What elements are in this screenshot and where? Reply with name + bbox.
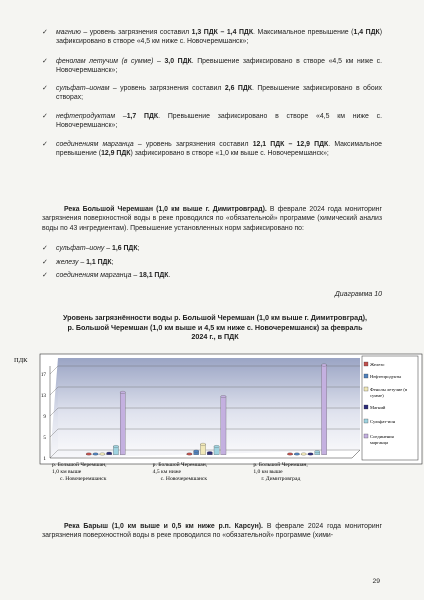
bullet-term: нефтепродуктам [56, 113, 116, 120]
bar-2-0 [287, 453, 292, 455]
bullet-text: – [153, 58, 165, 65]
bullet-item [56, 258, 382, 267]
bullet-text: – уровень загрязнения составил [133, 141, 253, 148]
legend-swatch [364, 419, 368, 423]
category-label: 4,5 км ниже [152, 469, 181, 475]
bullet-term: сульфат–иону [56, 245, 105, 252]
bar-2-5 [321, 364, 326, 455]
bar-0-0 [86, 453, 91, 455]
legend-entry: Магний [370, 405, 386, 410]
bullet-term: фенолам летучим (в сумме) [56, 58, 154, 65]
bar-0-1 [93, 453, 98, 455]
legend-entry: сумме) [370, 393, 384, 399]
bullet-value: 18,1 ПДК [139, 272, 169, 279]
bar-0-3 [107, 452, 112, 455]
bullet-dash: – [78, 258, 87, 266]
bullet-value: 2,6 ПДК [224, 85, 252, 92]
bullet-value: 3,0 ПДК [164, 58, 192, 65]
bullet-item [56, 84, 382, 103]
bullet-text: . Максимальное превышение ( [56, 141, 382, 158]
y-tick-label: 5 [43, 435, 46, 441]
bullet-item [56, 244, 382, 253]
category-label: 1,0 км выше [253, 469, 283, 475]
category-label: р. Большой Черемшан, [253, 462, 308, 468]
check-icon: ✓ [42, 272, 48, 279]
paragraph-heading: Река Большой Черемшан (1,0 км выше г. Димитровград). [64, 206, 267, 213]
bullet-text: . Превышение зафиксировано в обоих створах; [56, 85, 382, 102]
legend-entry: Соединения [370, 434, 394, 439]
check-icon: ✓ [42, 85, 48, 92]
bullet-item [56, 112, 382, 131]
chart-title: Уровень загрязнённости воды р. Большой Черемшан (1,0 км выше г. Димитровград), р. Большой Черемшан (1,0 км выше и 4,5 км ниже с. Новочеремшанск) за февраль 2024 г., в ПДК [62, 313, 368, 342]
bullet-value: 12,9 ПДК [101, 150, 131, 158]
category-label: р. Большой Черемшан, [52, 462, 107, 468]
diagram-label: Диаграмма 10 [334, 291, 382, 298]
paragraph-barysh [42, 522, 382, 541]
legend-swatch [364, 405, 368, 409]
y-tick-label: 13 [40, 393, 46, 399]
category-label: г. Димитровград [261, 476, 301, 482]
bar-1-2 [200, 443, 205, 455]
legend-entry: марганца [370, 440, 389, 446]
legend-entry: Сульфат-ион [370, 419, 396, 424]
bullet-dash: – [104, 245, 112, 252]
check-icon: ✓ [42, 258, 48, 266]
y-tick-label: 17 [40, 372, 46, 378]
category-label: с. Новочеремшанск [160, 476, 208, 482]
y-tick-label: 1 [43, 456, 46, 462]
check-icon: ✓ [42, 141, 48, 148]
bullet-item [56, 28, 382, 47]
check-icon: ✓ [42, 245, 48, 252]
bullet-text: . Превышение зафиксировано в створе «4,5 км ниже с. Новочеремшанск»; [56, 113, 382, 130]
bullet-end: ; [111, 258, 114, 266]
bar-1-1 [194, 450, 199, 455]
bullet-text: ) зафиксировано в створе «4,5 км ниже с. Новочеремшанск»; [56, 29, 382, 46]
category-label: 1,0 км выше [52, 469, 82, 475]
check-icon: ✓ [42, 29, 48, 36]
bar-0-4 [113, 445, 118, 455]
bar-1-4 [214, 445, 219, 455]
legend-entry: Нефтепродукты [370, 374, 402, 379]
bar-1-5 [221, 395, 226, 454]
bullet-term: соединениям марганца [56, 272, 132, 279]
legend-entry: Фенолы летучие (в [370, 387, 408, 392]
bar-chart [0, 350, 424, 510]
bullet-value: 1,1 ПДК [86, 258, 112, 266]
plot-wall [58, 358, 360, 450]
bar-1-3 [207, 452, 212, 455]
y-tick-label: 9 [43, 414, 46, 420]
paragraph-bolshoy-cheremshan [42, 205, 382, 233]
bullet-value: 1,4 ПДК [353, 29, 380, 36]
bar-1-0 [187, 453, 192, 455]
bullet-text: . Максимальное превышение ( [253, 29, 354, 36]
category-label: р. Большой Черемшан, [152, 462, 208, 468]
bullet-item [56, 271, 382, 280]
bar-2-4 [315, 450, 320, 454]
bar-2-2 [301, 453, 306, 455]
y-axis-label: ПДК [14, 357, 28, 364]
bar-2-1 [294, 453, 299, 455]
legend-swatch [364, 434, 368, 438]
legend-swatch [364, 362, 368, 366]
bar-0-2 [100, 453, 105, 455]
bullet-term: железу [56, 258, 79, 266]
bullet-term: магнию [56, 29, 81, 36]
bullet-text: – уровень загрязнения составил [80, 29, 192, 36]
paragraph-heading: Река Барыш (1,0 км выше и 0,5 км ниже р.п. Карсун). [64, 523, 263, 530]
paragraph-text: В феврале 2024 года мониторинг загрязнения поверхностной воды в реке проводился по «обязательной» программе (химический анализ воды по 43 ингредиентам). Превышение установленных норм зафиксировано по: [42, 206, 382, 232]
check-icon: ✓ [42, 113, 48, 120]
bullet-term: сульфат–ионам [56, 85, 110, 92]
bullet-text: ) зафиксировано в створе «1,0 км выше с. Новочеремшанск»; [130, 150, 329, 158]
bullet-value: 1,3 ПДК – 1,4 ПДК [191, 29, 254, 36]
bullet-value: 1,6 ПДК [111, 245, 138, 252]
bullet-item [56, 140, 382, 159]
legend-entry: Железо [370, 362, 385, 367]
legend-swatch [364, 374, 368, 378]
legend-swatch [364, 387, 368, 391]
category-label: с. Новочеремшанск [60, 476, 107, 482]
bullet-text: . Превышение зафиксировано в створе «4,5 км ниже с. Новочеремшанск»; [56, 58, 382, 75]
bar-2-3 [308, 453, 313, 455]
bullet-value: 1,7 ПДК [126, 113, 159, 120]
bar-0-5 [120, 391, 125, 455]
paragraph-text: В феврале 2024 года мониторинг загрязнения поверхностной воды в реке проводился по «обязательной» программе (хими- [42, 523, 382, 540]
bullet-end: . [168, 272, 171, 279]
check-icon: ✓ [42, 58, 48, 65]
bullet-text: – уровень загрязнения составил [109, 85, 225, 92]
page-number: 29 [372, 578, 380, 585]
bullet-dash: – [131, 272, 140, 279]
bullet-end: ; [137, 245, 140, 252]
bullet-term: соединениям марганца [56, 141, 134, 148]
bullet-text: – [115, 113, 127, 120]
bullet-value: 12,1 ПДК – 12,9 ПДК [252, 141, 329, 148]
bullet-item [56, 57, 382, 76]
